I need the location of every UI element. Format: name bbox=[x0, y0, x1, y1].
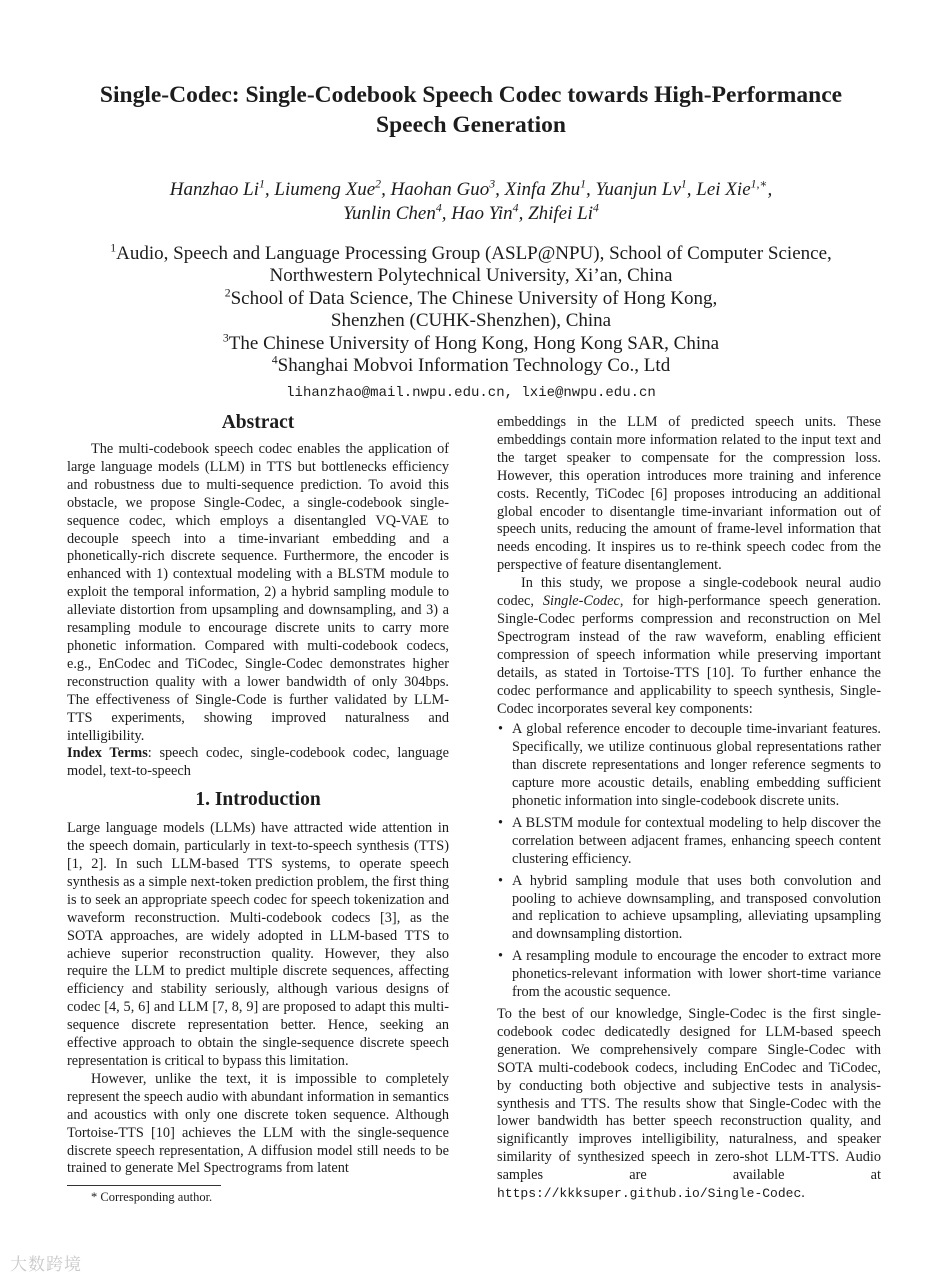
right-column bbox=[497, 414, 881, 1203]
list-item: • A global reference encoder to decouple time-invariant features. Specifically, we utilize continuous global representations rather than discrete representations and longer reference segments to capture more acoustic details, enabling embedding sufficient phonetic information into single-codebook discrete units. bbox=[498, 721, 881, 810]
intro-paragraph-4: In this study, we propose a single-codebook neural audio codec, Single-Codec, for high-performance speech generation. Single-Codec performs compression and reconstruction on Mel Spectrogram instead of the raw waveform, enabling efficient compression of speech information while preserving important details, as stated in Tortoise-TTS [10]. To further enhance the codec performance and applicability to speech synthesis, Single-Codec incorporates several key components: bbox=[497, 575, 881, 717]
abstract-heading: Abstract bbox=[221, 412, 295, 433]
list-item: • A BLSTM module for contextual modeling to help discover the correlation between adjacent frames, enhancing speech content clustering efficiency. bbox=[498, 814, 881, 867]
affiliation-2-cont: Shenzhen (CUHK-Shenzhen), China bbox=[330, 310, 612, 332]
audio-samples-link[interactable]: https://kkksuper.github.io/Single-Codec bbox=[497, 1186, 802, 1202]
contact-emails: lihanzhao@mail.nwpu.edu.cn, lxie@nwpu.edu.cn bbox=[286, 385, 656, 401]
left-column bbox=[67, 410, 449, 1178]
author-list bbox=[60, 178, 882, 226]
abstract-body: The multi-codebook speech codec enables the application of large language models (LLM) in TTS but bottlenecks efficiency and robustness due to multi-sequence prediction. To avoid this obstacle, we propose Single-Codec, a single-codebook single-sequence codec, which employs a disentangled VQ-VAE to decouple speech into a time-invariant embedding and a phonetically-rich discrete sequence. Furthermore, the encoder is enhanced with 1) contextual modeling with a BLSTM module to exploit the temporal information, 2) a hybrid sampling module to alleviate distortion from upsampling and downsampling, and 3) a resampling module to encourage discrete units to carry more phonetic information. Compared with multi-codebook codecs, e.g., EnCodec and TiCodec, Single-Codec demonstrates higher reconstruction quality with a lower bandwidth of only 304bps. The effectiveness of Single-Code is further validated by LLM-TTS experiments, showing improved naturalness and intelligibility. bbox=[67, 441, 449, 744]
index-terms: Index Terms: speech codec, single-codebook codec, language model, text-to-speech bbox=[67, 745, 449, 780]
affiliation-1-cont: Northwestern Polytechnical University, Xi’an, China bbox=[269, 265, 673, 287]
title-line-1: Single-Codec: Single-Codebook Speech Codec towards High-Performance bbox=[99, 82, 843, 108]
intro-paragraph-2: However, unlike the text, it is impossible to completely represent the speech audio with abundant information in semantics and acoustics with only one discrete token sequence. Although Tortoise-TTS [10] achieves the LLM with the single-sequence discrete speech representation, A diffusion model still needs to be trained to generate Mel Spectrograms from latent bbox=[67, 1070, 449, 1177]
affiliation-4: $^4$Shanghai Mobvoi Information Technology Co., Ltd bbox=[271, 353, 671, 377]
intro-paragraph-3: embeddings in the LLM of predicted speech units. These embeddings contain more information related to the input text and the target speaker to compensate for the compression loss. However, this operation introduces more training and inference costs. Recently, TiCodec [6] proposes introducing an additional global encoder to disentangle time-invariant information out of speech units, reducing the amount of frame-level information that needs encoding. It inspires us to re-think speech codec from the perspective of feature disentanglement. bbox=[497, 414, 881, 574]
intro-paragraph-1: Large language models (LLMs) have attracted wide attention in the speech domain, particularly in text-to-speech synthesis (TTS) [1, 2]. In such LLM-based TTS systems, to operate speech synthesis as a simple next-token prediction problem, the first thing is to seek an appropriate speech codec for speech tokenization and waveform reconstruction. Multi-codebook codecs [3], as the SOTA approaches, are widely adopted in LLM-based TTS to achieve superior reconstruction quality. However, they also require the LLM to predict multiple discrete sequences, affecting efficiency and stability seriously, although various designs of codec [4, 5, 6] and LLM [7, 8, 9] are proposed to adapt this multi-sequence discrete representation better. Hence, seeking an effective approach to obtain the single-sequence discrete speech representation is critical to bypass this limitation. bbox=[67, 820, 449, 1069]
author-line-1: Hanzhao Li$^1$, Liumeng Xue$^2$, Haohan Guo$^3$, Xinfa Zhu$^1$, Yuanjun Lv$^1$, Lei Xie$^{1,∗}$, bbox=[169, 177, 773, 200]
affiliation-2: $^2$School of Data Science, The Chinese University of Hong Kong, bbox=[224, 286, 718, 309]
watermark-logo: 大数跨境 bbox=[10, 1255, 82, 1275]
author-line-2: Yunlin Chen$^4$, Hao Yin$^4$, Zhifei Li$^4$ bbox=[343, 201, 599, 224]
introduction-heading: 1. Introduction bbox=[195, 789, 321, 811]
affiliation-1: $^1$Audio, Speech and Language Processing Group (ASLP@NPU), School of Computer Science, bbox=[110, 241, 832, 264]
affiliation-3: $^3$The Chinese University of Hong Kong, Hong Kong SAR, China bbox=[222, 331, 720, 354]
paper-title bbox=[60, 80, 882, 140]
intro-paragraph-5: To the best of our knowledge, Single-Codec is the first single-codebook codec dedicatedly designed for LLM-based speech generation. We comprehensively compare Single-Codec with SOTA multi-codebook codecs, including EnCodec and TiCodec, by conducting both objective and subjective tests in analysis-synthesis and TTS. The results show that Single-Codec with the lower bandwidth has better speech reconstruction quality, and significantly improves intelligibility, naturalness, and speaker similarity of synthesized speech in zero-shot LLM-TTS. Audio samples are available at https://kkksuper.github.io/Single-Codec. bbox=[497, 1006, 881, 1202]
title-line-2: Speech Generation bbox=[376, 112, 566, 138]
footnote-rule bbox=[67, 1185, 221, 1186]
list-item: • A hybrid sampling module that uses both convolution and pooling to achieve downsampling, and transposed convolution and replication to achieve upsampling, alleviating upsampling and downsampling distortion. bbox=[498, 872, 881, 943]
component-list bbox=[497, 721, 881, 1002]
affiliations bbox=[40, 243, 902, 377]
list-item: • A resampling module to encourage the encoder to extract more phonetics-relevant information with lower short-time variance from the acoustic sequence. bbox=[498, 948, 881, 1001]
footnote: * Corresponding author. bbox=[91, 1190, 213, 1204]
